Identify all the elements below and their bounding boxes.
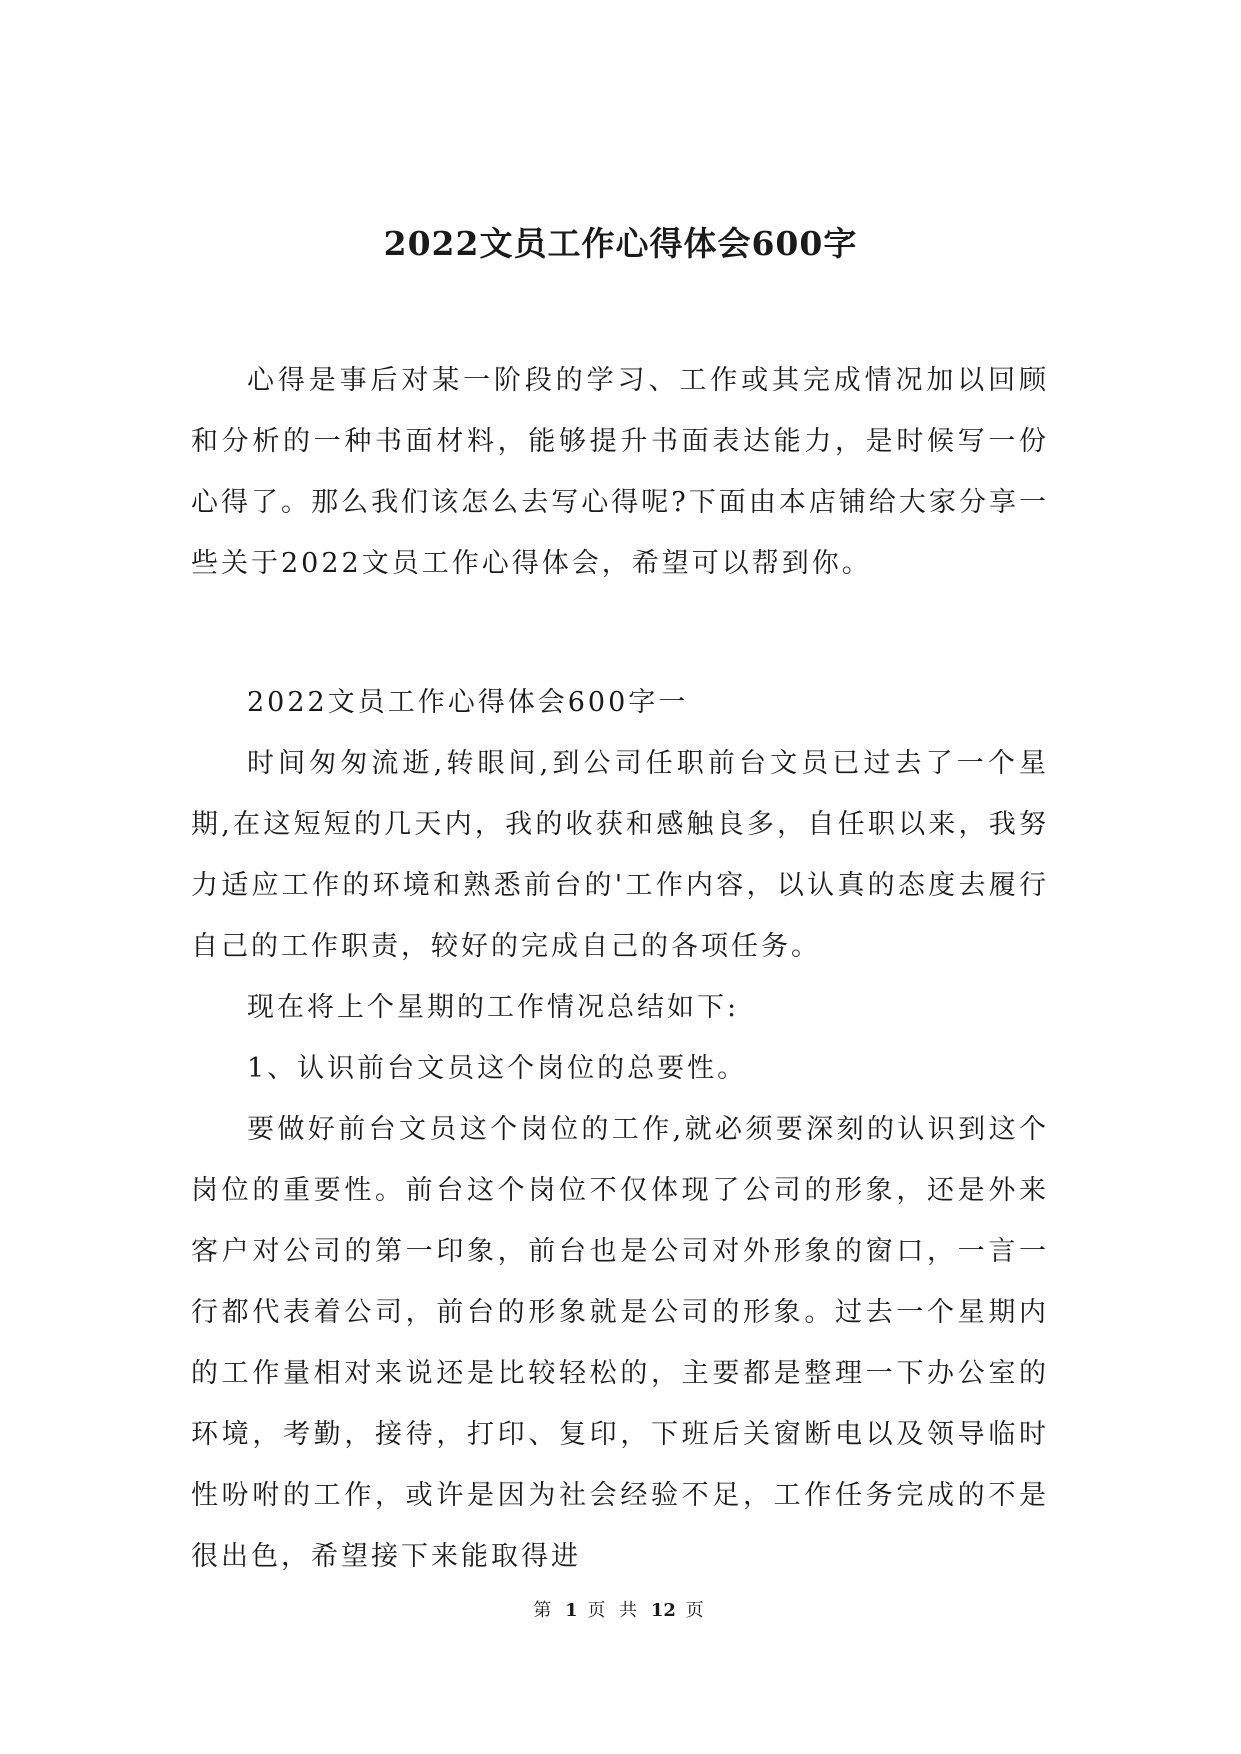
body-paragraph: 时间匆匆流逝,转眼间,到公司任职前台文员已过去了一个星期,在这短短的几天内，我的收获和感触良多，自任职以来，我努力适应工作的环境和熟悉前台的'工作内容，以认真的态度去履行自己的工作职责，较好的完成自己的各项任务。 [191,748,1049,962]
intro-section [191,350,1049,594]
body-paragraph: 现在将上个星期的工作情况总结如下: [247,992,740,1023]
footer-prefix: 第 [533,1600,556,1621]
list-item-heading: 1、认识前台文员这个岗位的总要性。 [247,1053,748,1084]
body-paragraph: 要做好前台文员这个岗位的工作,就必须要深刻的认识到这个岗位的重要性。前台这个岗位不仅体现了公司的形象，还是外来客户对公司的第一印象，前台也是公司对外形象的窗口，一言一行都代表着公司，前台的形象就是公司的形象。过去一个星期内的工作量相对来说还是比较轻松的，主要都是整理一下办公室的环境，考勤，接待，打印、复印，下班后关窗断电以及领导临时性吩咐的工作，或许是因为社会经验不足，工作任务完成的不是很出色，希望接下来能取得进 [191,1114,1049,1572]
intro-paragraph: 心得是事后对某一阶段的学习、工作或其完成情况加以回顾和分析的一种书面材料，能够提升书面表达能力，是时候写一份心得了。那么我们该怎么去写心得呢?下面由本店铺给大家分享一些关于2022文员工作心得体会，希望可以帮到你。 [191,365,1049,579]
main-section [191,672,1049,1587]
current-page-number: 1 [565,1600,578,1621]
page-footer [0,1599,1241,1623]
section-heading: 2022文员工作心得体会600字一 [247,687,689,718]
footer-suffix: 页 [685,1600,708,1621]
footer-middle: 页 共 [587,1600,642,1621]
total-pages-number: 12 [650,1600,676,1621]
document-title: 2022文员工作心得体会600字 [383,224,858,263]
